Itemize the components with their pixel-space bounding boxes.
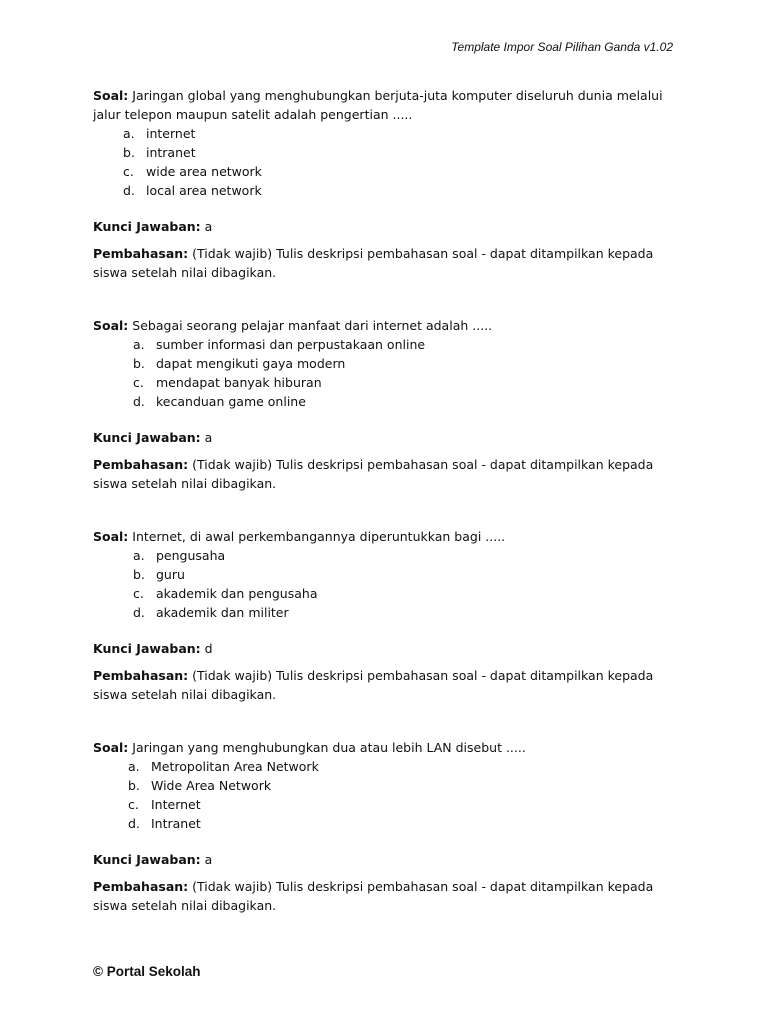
option-text: Internet bbox=[151, 797, 201, 812]
question-block bbox=[93, 738, 673, 915]
explanation-text: (Tidak wajib) Tulis deskripsi pembahasan soal - dapat ditampilkan kepada siswa setelah nilai dibagikan. bbox=[93, 668, 654, 702]
question-label: Soal: bbox=[93, 740, 129, 755]
question-block bbox=[93, 316, 673, 493]
option-list bbox=[93, 546, 673, 622]
question-label: Soal: bbox=[93, 318, 129, 333]
explanation bbox=[93, 244, 673, 282]
question-text bbox=[93, 738, 673, 757]
option-letter: a. bbox=[123, 126, 135, 141]
option-item bbox=[123, 124, 673, 143]
option-letter: c. bbox=[133, 586, 144, 601]
option-letter: a. bbox=[133, 337, 145, 352]
explanation-text: (Tidak wajib) Tulis deskripsi pembahasan soal - dapat ditampilkan kepada siswa setelah nilai dibagikan. bbox=[93, 879, 654, 913]
answer-key bbox=[93, 428, 673, 447]
option-item bbox=[128, 795, 673, 814]
answer-key-value: a bbox=[204, 430, 213, 445]
option-text: dapat mengikuti gaya modern bbox=[156, 356, 346, 371]
option-letter: c. bbox=[128, 797, 139, 812]
explanation-label: Pembahasan: bbox=[93, 668, 189, 683]
option-text: internet bbox=[146, 126, 196, 141]
option-item bbox=[123, 143, 673, 162]
option-item bbox=[133, 392, 673, 411]
option-text: Metropolitan Area Network bbox=[151, 759, 319, 774]
option-item bbox=[133, 546, 673, 565]
option-list bbox=[93, 335, 673, 411]
explanation bbox=[93, 666, 673, 704]
option-item bbox=[133, 335, 673, 354]
question-block bbox=[93, 86, 673, 282]
option-text: akademik dan pengusaha bbox=[156, 586, 318, 601]
explanation-text: (Tidak wajib) Tulis deskripsi pembahasan soal - dapat ditampilkan kepada siswa setelah nilai dibagikan. bbox=[93, 246, 654, 280]
option-item bbox=[128, 757, 673, 776]
answer-key bbox=[93, 217, 673, 236]
option-letter: b. bbox=[133, 567, 145, 582]
option-letter: c. bbox=[133, 375, 144, 390]
explanation-label: Pembahasan: bbox=[93, 457, 189, 472]
option-text: pengusaha bbox=[156, 548, 226, 563]
question-body: Jaringan global yang menghubungkan berjuta-juta komputer diseluruh dunia melalui jalur telepon maupun satelit adalah pengertian ..... bbox=[93, 88, 663, 122]
question-body: Jaringan yang menghubungkan dua atau lebih LAN disebut ..... bbox=[132, 740, 526, 755]
option-item bbox=[133, 565, 673, 584]
option-text: local area network bbox=[146, 183, 262, 198]
answer-key-value: a bbox=[204, 852, 213, 867]
option-letter: a. bbox=[133, 548, 145, 563]
option-text: wide area network bbox=[146, 164, 262, 179]
option-text: akademik dan militer bbox=[156, 605, 289, 620]
option-letter: b. bbox=[128, 778, 140, 793]
explanation-text: (Tidak wajib) Tulis deskripsi pembahasan soal - dapat ditampilkan kepada siswa setelah nilai dibagikan. bbox=[93, 457, 654, 491]
question-label: Soal: bbox=[93, 88, 129, 103]
option-list bbox=[93, 757, 673, 833]
option-letter: d. bbox=[133, 394, 145, 409]
option-item bbox=[128, 776, 673, 795]
question-text bbox=[93, 527, 673, 546]
option-letter: a. bbox=[128, 759, 140, 774]
question-body: Internet, di awal perkembangannya diperuntukkan bagi ..... bbox=[132, 529, 506, 544]
explanation-label: Pembahasan: bbox=[93, 246, 189, 261]
option-text: mendapat banyak hiburan bbox=[156, 375, 322, 390]
question-list bbox=[93, 86, 673, 915]
answer-key bbox=[93, 850, 673, 869]
option-item bbox=[133, 373, 673, 392]
option-text: Wide Area Network bbox=[151, 778, 272, 793]
option-letter: b. bbox=[133, 356, 145, 371]
answer-key-label: Kunci Jawaban: bbox=[93, 852, 201, 867]
answer-key-label: Kunci Jawaban: bbox=[93, 641, 201, 656]
option-item bbox=[123, 162, 673, 181]
question-body: Sebagai seorang pelajar manfaat dari internet adalah ..... bbox=[132, 318, 493, 333]
option-item bbox=[133, 354, 673, 373]
answer-key-value: d bbox=[204, 641, 213, 656]
option-item bbox=[128, 814, 673, 833]
option-letter: b. bbox=[123, 145, 135, 160]
option-item bbox=[133, 584, 673, 603]
question-block bbox=[93, 527, 673, 704]
option-text: kecanduan game online bbox=[156, 394, 306, 409]
explanation-label: Pembahasan: bbox=[93, 879, 189, 894]
answer-key-label: Kunci Jawaban: bbox=[93, 430, 201, 445]
option-item bbox=[123, 181, 673, 200]
answer-key-value: a bbox=[204, 219, 213, 234]
footer-copyright: © Portal Sekolah bbox=[93, 964, 201, 979]
question-label: Soal: bbox=[93, 529, 129, 544]
option-text: sumber informasi dan perpustakaan online bbox=[156, 337, 426, 352]
option-letter: d. bbox=[128, 816, 140, 831]
answer-key bbox=[93, 639, 673, 658]
option-text: intranet bbox=[146, 145, 196, 160]
explanation bbox=[93, 455, 673, 493]
option-list bbox=[93, 124, 673, 200]
option-text: Intranet bbox=[151, 816, 201, 831]
option-text: guru bbox=[156, 567, 185, 582]
option-letter: d. bbox=[123, 183, 135, 198]
question-text bbox=[93, 316, 673, 335]
explanation bbox=[93, 877, 673, 915]
option-letter: d. bbox=[133, 605, 145, 620]
question-text bbox=[93, 86, 673, 124]
document-header-title: Template Impor Soal Pilihan Ganda v1.02 bbox=[451, 40, 673, 54]
answer-key-label: Kunci Jawaban: bbox=[93, 219, 201, 234]
option-item bbox=[133, 603, 673, 622]
option-letter: c. bbox=[123, 164, 134, 179]
